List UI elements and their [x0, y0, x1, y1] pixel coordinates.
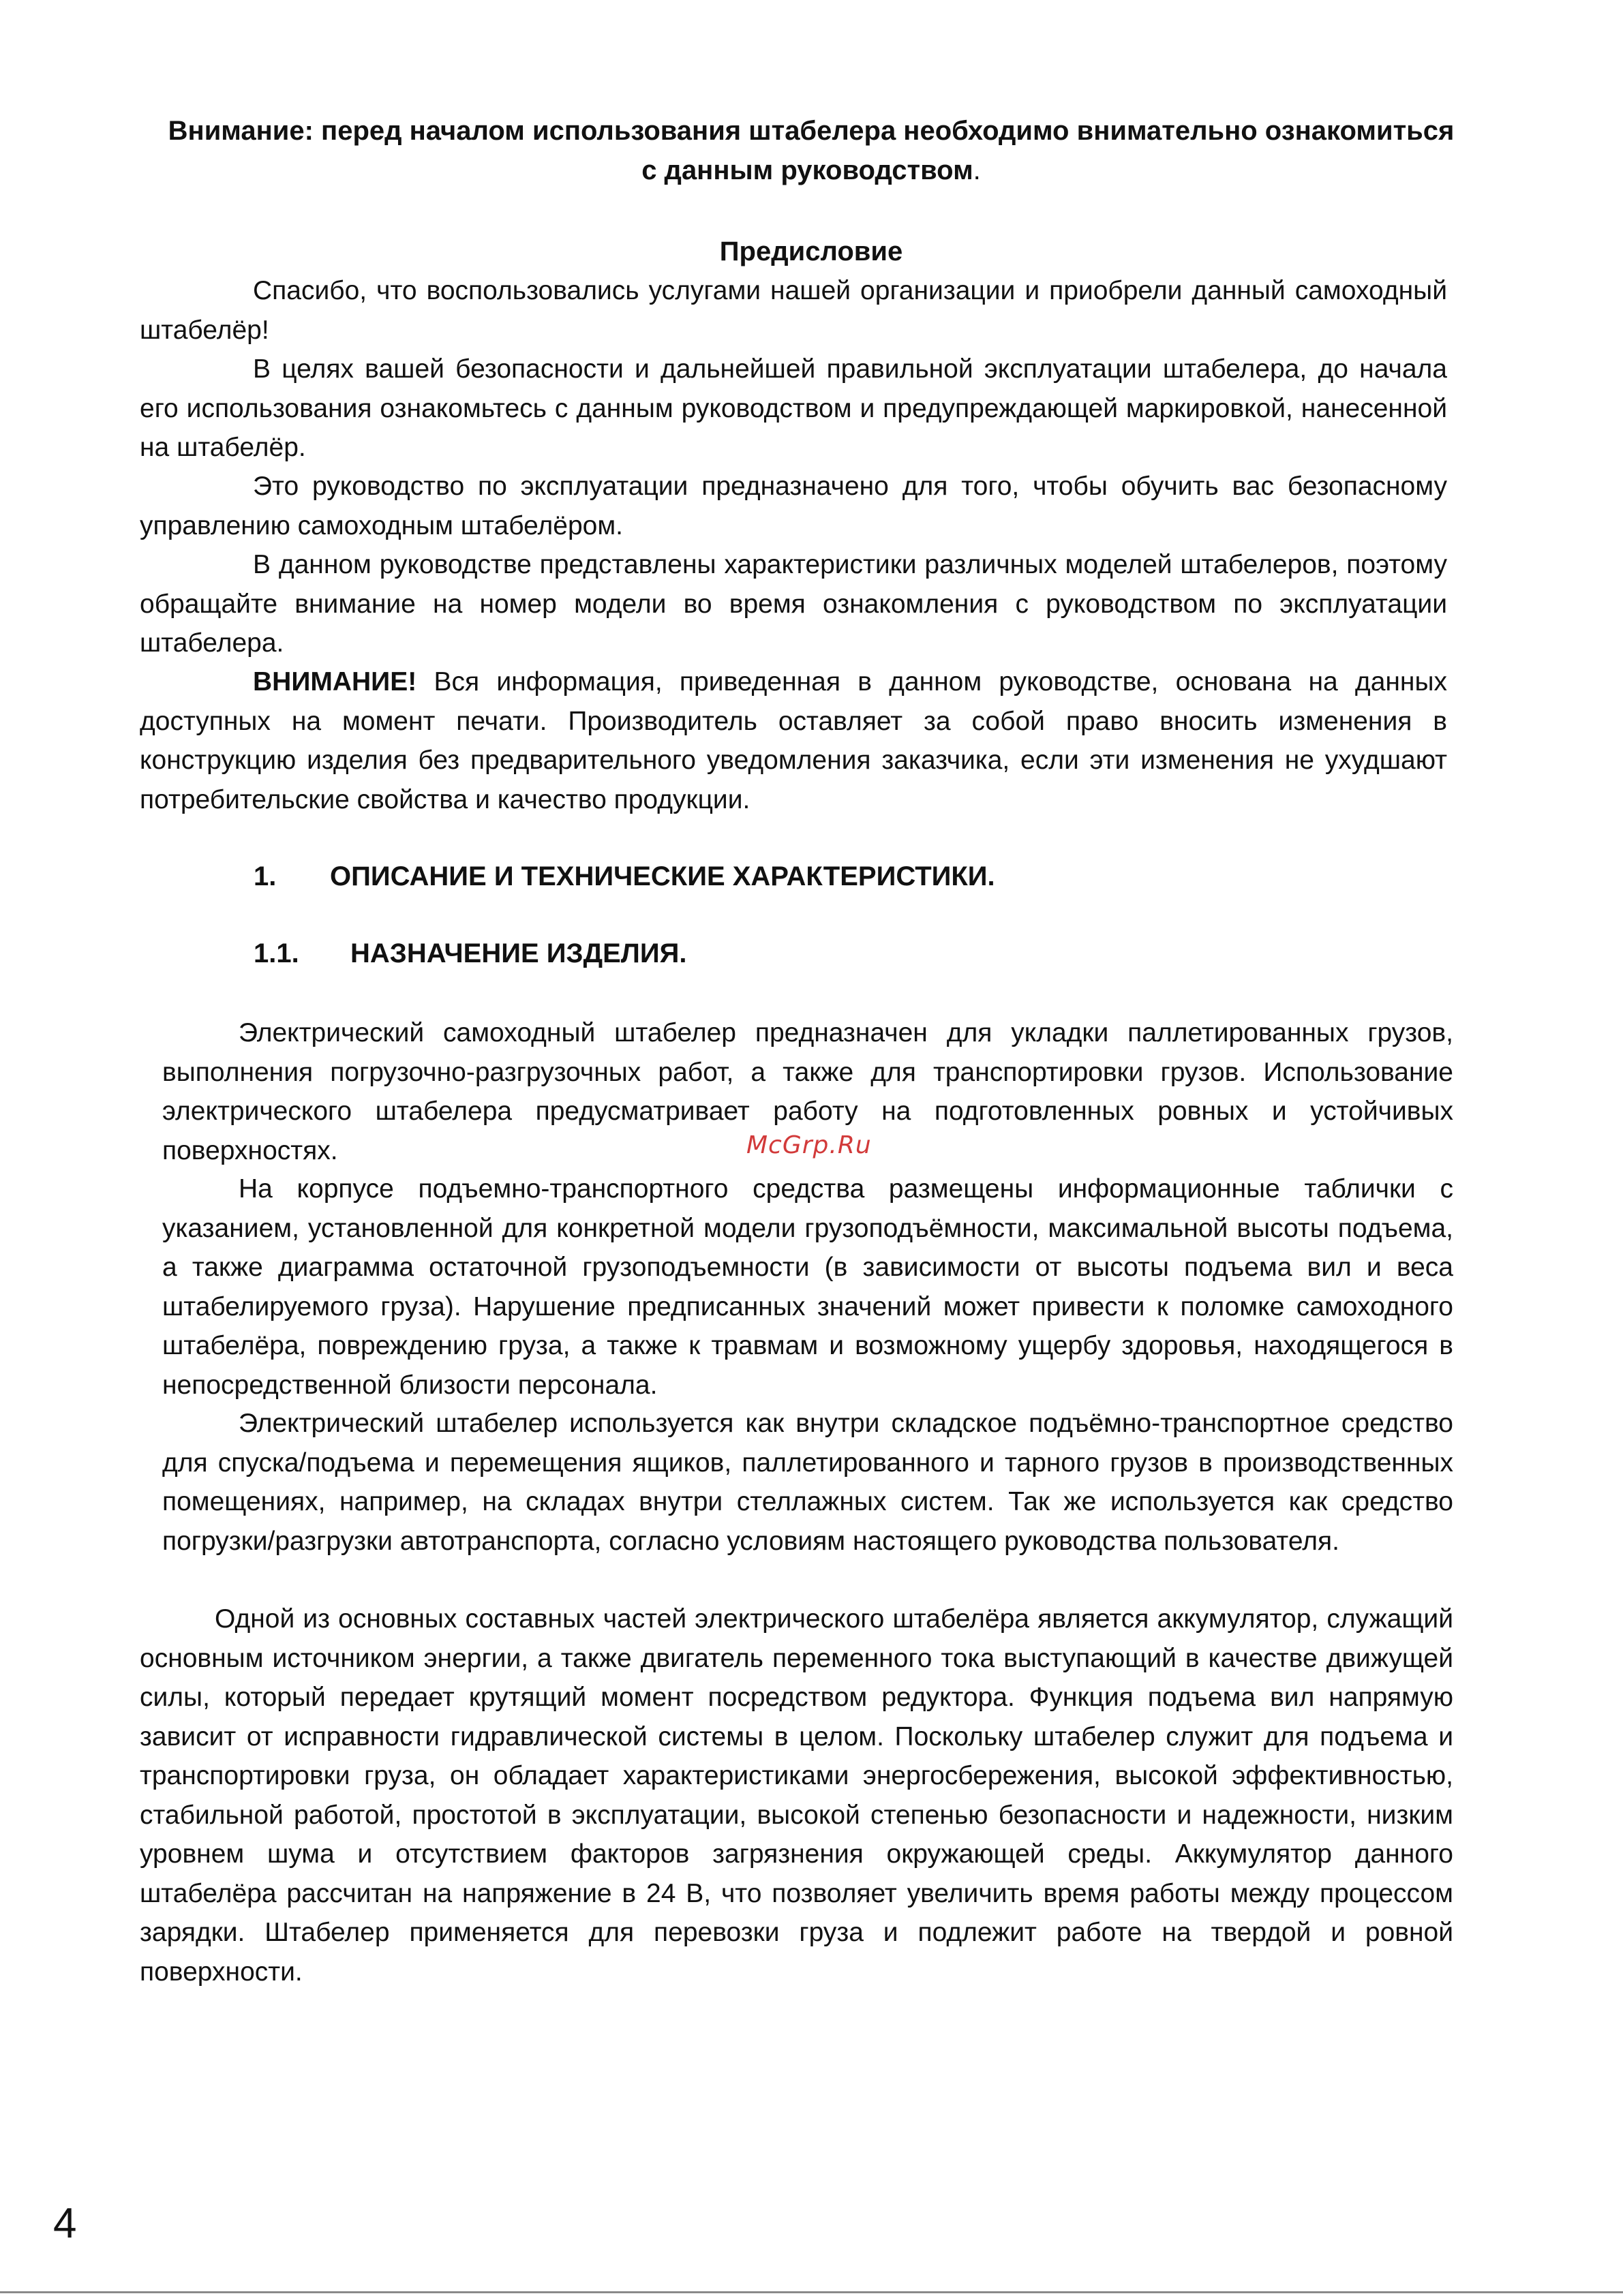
body-paragraph-1: Электрический самоходный штабелер предназначен для укладки паллетированных грузов, выполнения погрузочно-разгрузочных работ, а также для транспортировки грузов. Использование электрического штабелера предусматривает работу на подготовленных ровных и устойчивых поверхностях.	[162, 1018, 1453, 1165]
page-number: 4	[53, 2200, 77, 2247]
section-1-1-title: НАЗНАЧЕНИЕ ИЗДЕЛИЯ.	[350, 938, 687, 968]
body-paragraph-4: Одной из основных составных частей электрического штабелёра является аккумулятор, служащий основным источником энергии, а также двигатель переменного тока выступающий в качестве движущей силы, который передает крутящий момент посредством редуктора. Функция подъема вил напрямую зависит от исправности гидравлической системы в целом. Поскольку штабелер служит для подъема и транспортировки груза, он обладает характеристиками энергосбережения, высокой эффективностью, стабильной работой, простотой в эксплуатации, высокой степенью безопасности и надежности, низким уровнем шума и отсутствием факторов загрязнения окружающей среды. Аккумулятор данного штабелёра рассчитан на напряжение в 24 В, что позволяет увеличить время работы между процессом зарядки. Штабелер применяется для перевозки груза и подлежит работе на твердой и ровной поверхности.	[140, 1604, 1453, 1987]
bottom-edge-rule	[0, 2291, 1623, 2293]
preface-paragraph-3: Это руководство по эксплуатации предназначено для того, чтобы обучить вас безопасному управлению самоходным штабелёром.	[140, 472, 1447, 540]
section-1-title: ОПИСАНИЕ И ТЕХНИЧЕСКИЕ ХАРАКТЕРИСТИКИ.	[330, 861, 995, 891]
warning-heading	[130, 111, 1493, 190]
section-1-1-number: 1.1.	[254, 938, 299, 968]
preface-paragraph-2: В целях вашей безопасности и дальнейшей правильной эксплуатации штабелера, до начала его использования ознакомьтесь с данным руководством и предупреждающей маркировкой, нанесенной на штабелёр.	[140, 354, 1447, 462]
notice-label: ВНИМАНИЕ!	[253, 667, 417, 697]
warning-period: .	[973, 155, 981, 185]
preface-title: Предисловие	[719, 236, 903, 266]
body-paragraph-3: Электрический штабелер используется как внутри складское подъёмно-транспортное средство для спуска/подъема и перемещения ящиков, паллетированного и тарного грузов в производственных помещениях, например, на складах внутри стеллажных систем. Так же используется как средство погрузки/разгрузки автотранспорта, согласно условиям настоящего руководства пользователя.	[162, 1409, 1453, 1556]
preface-notice-paragraph	[140, 662, 1447, 819]
section-1-number: 1.	[254, 861, 277, 891]
preface-paragraph-4: В данном руководстве представлены характеристики различных моделей штабелеров, поэтому обращайте внимание на номер модели во время ознакомления с руководством по эксплуатации штабелера.	[140, 550, 1447, 658]
warning-line-1: Внимание: перед началом использования штабелера необходимо внимательно ознакомиться	[168, 116, 1455, 146]
watermark: McGrp.Ru	[746, 1131, 872, 1159]
section-1-heading	[254, 857, 995, 896]
warning-line-2: с данным руководством	[641, 155, 973, 185]
body-paragraph-2: На корпусе подъемно-транспортного средства размещены информационные таблички с указанием, установленной для конкретной модели грузоподъёмности, максимальной высоты подъема, а также диаграмма остаточной грузоподъемности (в зависимости от высоты подъема вил и веса штабелируемого груза). Нарушение предписанных значений может привести к поломке самоходного штабелёра, повреждению груза, а также к травмам и возможному ущербу здоровья, находящегося в непосредственной близости персонала.	[162, 1174, 1453, 1400]
notice-text: Вся информация, приведенная в данном руководстве, основана на данных доступных на момент печати. Производитель оставляет за собой право вносить изменения в конструкцию изделия без предварительного уведомления заказчика, если эти изменения не ухудшают потребительские свойства и качество продукции.	[140, 667, 1447, 814]
section-1-1-heading	[254, 934, 686, 973]
preface-paragraph-1: Спасибо, что воспользовались услугами нашей организации и приобрели данный самоходный штабелёр!	[140, 276, 1447, 345]
